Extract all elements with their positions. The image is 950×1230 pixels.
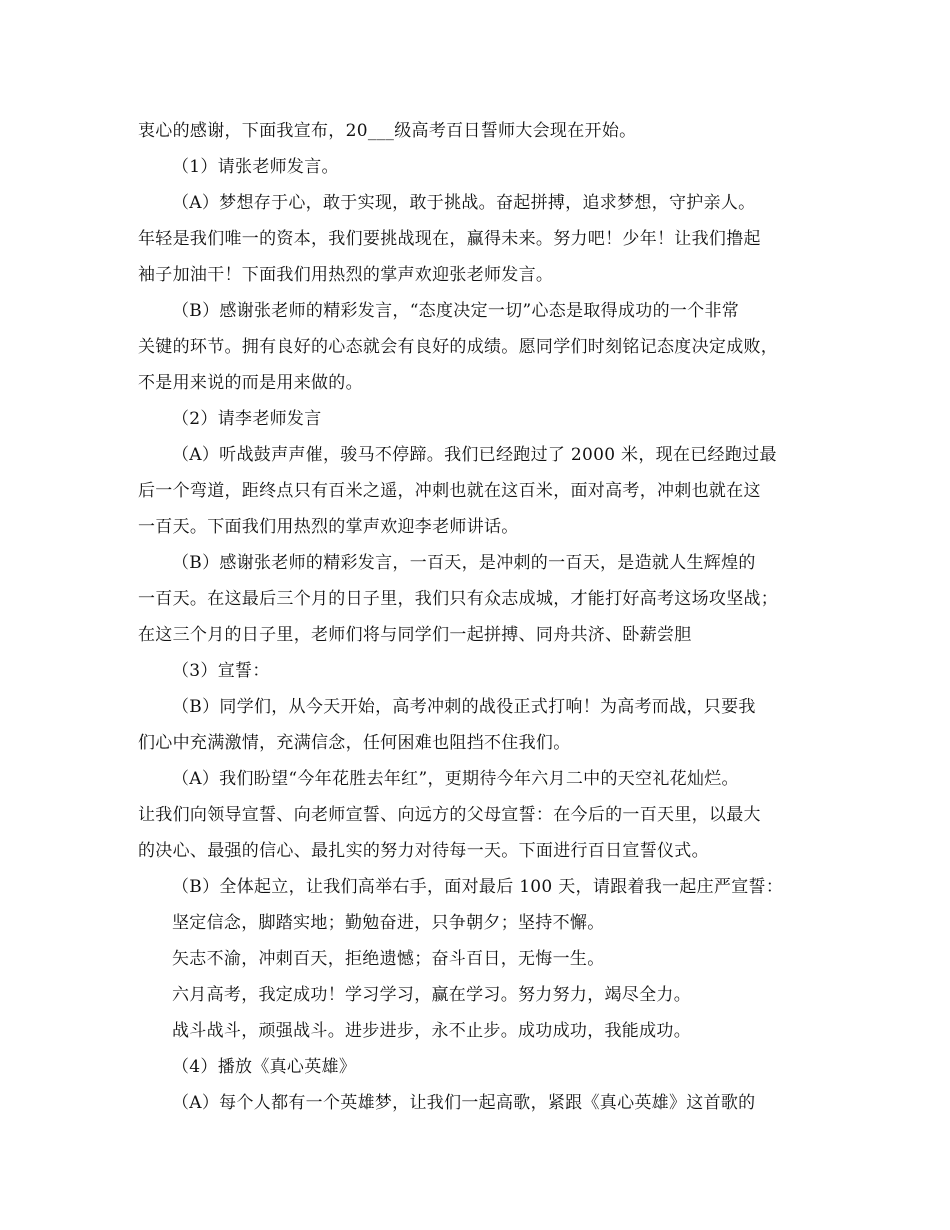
text-line: 战斗战斗，顽强战斗。进步进步，永不止步。成功成功，我能成功。 — [172, 1021, 691, 1041]
text-line: （B）全体起立，让我们高举右手，面对最后 100 天，请跟着我一起庄严宣誓： — [172, 877, 784, 897]
text-line: （3）宣誓： — [172, 661, 270, 681]
text-line: 矢志不渝，冲刺百天，拒绝遗憾；奋斗百日，无悔一生。 — [172, 949, 605, 969]
text-line: 衷心的感谢，下面我宣布，20___级高考百日誓师大会现在开始。 — [138, 121, 637, 141]
text-line: 后一个弯道，距终点只有百米之遥，冲刺也就在这百米，面对高考，冲刺也就在这 — [138, 481, 761, 501]
text-line: （B）感谢张老师的精彩发言，一百天，是冲刺的一百天，是造就人生辉煌的 — [172, 553, 756, 573]
text-line: 一百天。下面我们用热烈的掌声欢迎李老师讲话。 — [138, 517, 519, 537]
text-line: 一百天。在这最后三个月的日子里，我们只有众志成城，才能打好高考这场攻坚战； — [138, 589, 779, 609]
text-line: （A）听战鼓声声催，骏马不停蹄。我们已经跑过了 2000 米，现在已经跑过最 — [172, 445, 777, 465]
text-line: （A）我们盼望“今年花胜去年红”，更期待今年六月二中的天空礼花灿烂。 — [172, 769, 739, 789]
text-line: 们心中充满激情，充满信念，任何困难也阻挡不住我们。 — [138, 733, 571, 753]
text-line: 让我们向领导宣誓、向老师宣誓、向远方的父母宣誓：在今后的一百天里，以最大 — [138, 805, 761, 825]
text-line: 年轻是我们唯一的资本，我们要挑战现在，赢得未来。努力吧！少年！让我们撸起 — [138, 229, 761, 249]
text-line: （B）同学们，从今天开始，高考冲刺的战役正式打响！为高考而战，只要我 — [172, 697, 756, 717]
text-line: （2）请李老师发言 — [172, 409, 322, 429]
document-body — [138, 113, 818, 1121]
text-line: 关键的环节。拥有良好的心态就会有良好的成绩。愿同学们时刻铭记态度决定成败， — [138, 337, 779, 357]
text-line: 不是用来说的而是用来做的。 — [138, 373, 363, 393]
text-line: （A）梦想存于心，敢于实现，敢于挑战。奋起拼搏，追求梦想，守护亲人。 — [172, 193, 756, 213]
text-line: （A）每个人都有一个英雄梦，让我们一起高歌，紧跟《真心英雄》这首歌的 — [172, 1093, 756, 1113]
text-line: 六月高考，我定成功！学习学习，赢在学习。努力努力，竭尽全力。 — [172, 985, 691, 1005]
text-line: 坚定信念，脚踏实地；勤勉奋进，只争朝夕；坚持不懈。 — [172, 913, 605, 933]
text-line: （1）请张老师发言。 — [172, 157, 339, 177]
text-line: （B）感谢张老师的精彩发言，“态度决定一切”心态是取得成功的一个非常 — [172, 301, 740, 321]
text-line: 袖子加油干！下面我们用热烈的掌声欢迎张老师发言。 — [138, 265, 554, 285]
text-line: 在这三个月的日子里，老师们将与同学们一起拼搏、同舟共济、卧薪尝胆 — [138, 625, 692, 645]
text-line: 的决心、最强的信心、最扎实的努力对待每一天。下面进行百日宣誓仪式。 — [138, 841, 709, 861]
text-line: （4）播放《真心英雄》 — [172, 1057, 357, 1077]
